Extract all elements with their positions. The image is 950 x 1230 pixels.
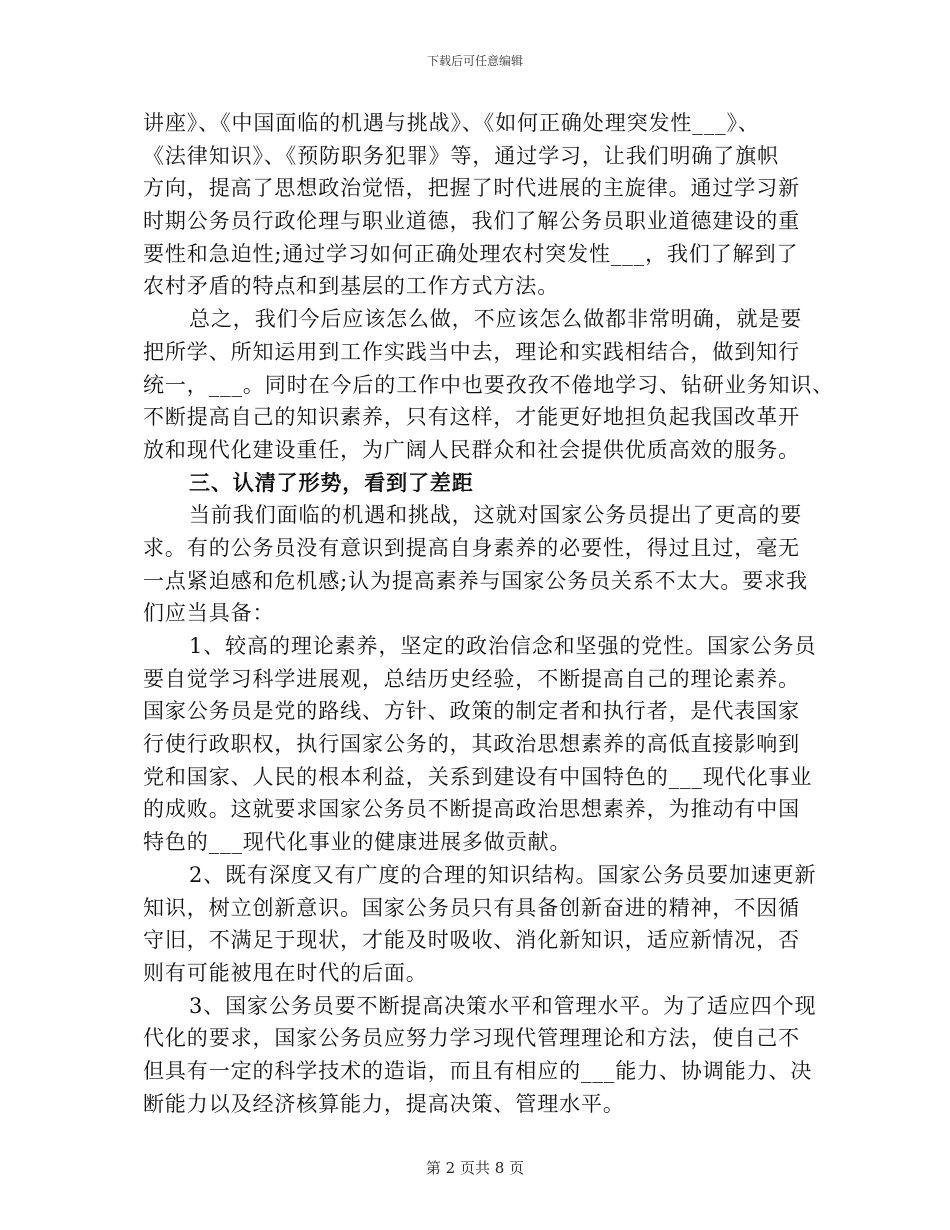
paragraph-situation [143, 499, 808, 630]
text-line: 的成败。这就要求国家公务员不断提高政治思想素养，为推动有中国 [143, 797, 800, 822]
document-body [143, 107, 835, 1120]
text-line: 行使行政职权，执行国家公务的，其政治思想素养的高低直接影响到 [143, 732, 800, 757]
text-line: 《法律知识》、《预防职务犯罪》等，通过学习，让我们明确了旗帜 [143, 143, 779, 168]
page-footer: 第 2 页共 8 页 [425, 1159, 525, 1177]
text-line: 守旧，不满足于现状，才能及时吸收、消化新知识，适应新情况，否 [143, 928, 800, 953]
text-line: 当前我们面临的机遇和挑战，这就对国家公务员提出了更高的要 [189, 503, 803, 528]
text-line: 统一，___。同时在今后的工作中也要孜孜不倦地学习、钻研业务知识、 [143, 372, 835, 397]
text-line: 求。有的公务员没有意识到提高自身素养的必要性，得过且过，毫无 [143, 535, 800, 560]
text-line: 国家公务员是党的路线、方针、政策的制定者和执行者，是代表国家 [143, 699, 800, 724]
text-line: 代化的要求，国家公务员应努力学习现代管理理论和方法，使自己不 [143, 1026, 800, 1051]
text-line: 不断提高自己的知识素养，只有这样，才能更好地担负起我国改革开 [143, 405, 800, 430]
text-line: 3、国家公务员要不断提高决策水平和管理水平。为了适应四个现 [189, 993, 817, 1018]
page-header: 下载后可任意编辑 [426, 54, 523, 68]
text-line: 把所学、所知运用到工作实践当中去，理论和实践相结合，做到知行 [143, 339, 800, 364]
text-line: 要自觉学习科学进展观，总结历史经验，不断提高自己的理论素养。 [143, 666, 800, 691]
text-line: 特色的___现代化事业的健康进展多做贡献。 [143, 830, 572, 855]
text-line: 知识，树立创新意识。国家公务员只有具备创新奋进的精神，不因循 [143, 895, 800, 920]
text-line: 总之，我们今后应该怎么做，不应该怎么做都非常明确，就是要 [189, 307, 803, 332]
paragraph-study-outcomes [143, 107, 808, 303]
section-heading: 三、认清了形势，看到了差距 [189, 469, 474, 495]
paragraph-item-3 [143, 990, 817, 1121]
text-line: 放和现代化建设重任，为广阔人民群众和社会提供优质高效的服务。 [143, 437, 800, 462]
text-line: 讲座》、《中国面临的机遇与挑战》、《如何正确处理突发性___》、 [143, 111, 760, 135]
text-line: 们应当具备： [143, 601, 275, 626]
text-line: 断能力以及经济核算能力，提高决策、管理水平。 [143, 1091, 625, 1116]
paragraph-item-2 [143, 859, 817, 990]
text-line: 要性和急迫性;通过学习如何正确处理农村突发性___，我们了解到了 [143, 241, 799, 266]
text-line: 方向，提高了思想政治觉悟，把握了时代进展的主旋律。通过学习新 [143, 176, 800, 201]
text-line: 农村矛盾的特点和到基层的工作方式方法。 [143, 274, 560, 299]
text-line: 一点紧迫感和危机感;认为提高素养与国家公务员关系不太大。要求我 [143, 568, 808, 593]
text-line: 2、既有深度又有广度的合理的知识结构。国家公务员要加速更新 [189, 862, 817, 887]
paragraph-item-1 [143, 630, 817, 859]
text-line: 但具有一定的科学技术的造诣，而且有相应的___能力、协调能力、决 [143, 1058, 813, 1083]
text-line: 1、较高的理论素养，坚定的政治信念和坚强的党性。国家公务员 [189, 634, 817, 658]
paragraph-summary [143, 303, 835, 466]
text-line: 时期公务员行政伦理与职业道德，我们了解公务员职业道德建设的重 [143, 209, 800, 234]
text-line: 党和国家、人民的根本利益，关系到建设有中国特色的___现代化事业 [143, 764, 813, 789]
text-line: 则有可能被甩在时代的后面。 [143, 960, 428, 985]
